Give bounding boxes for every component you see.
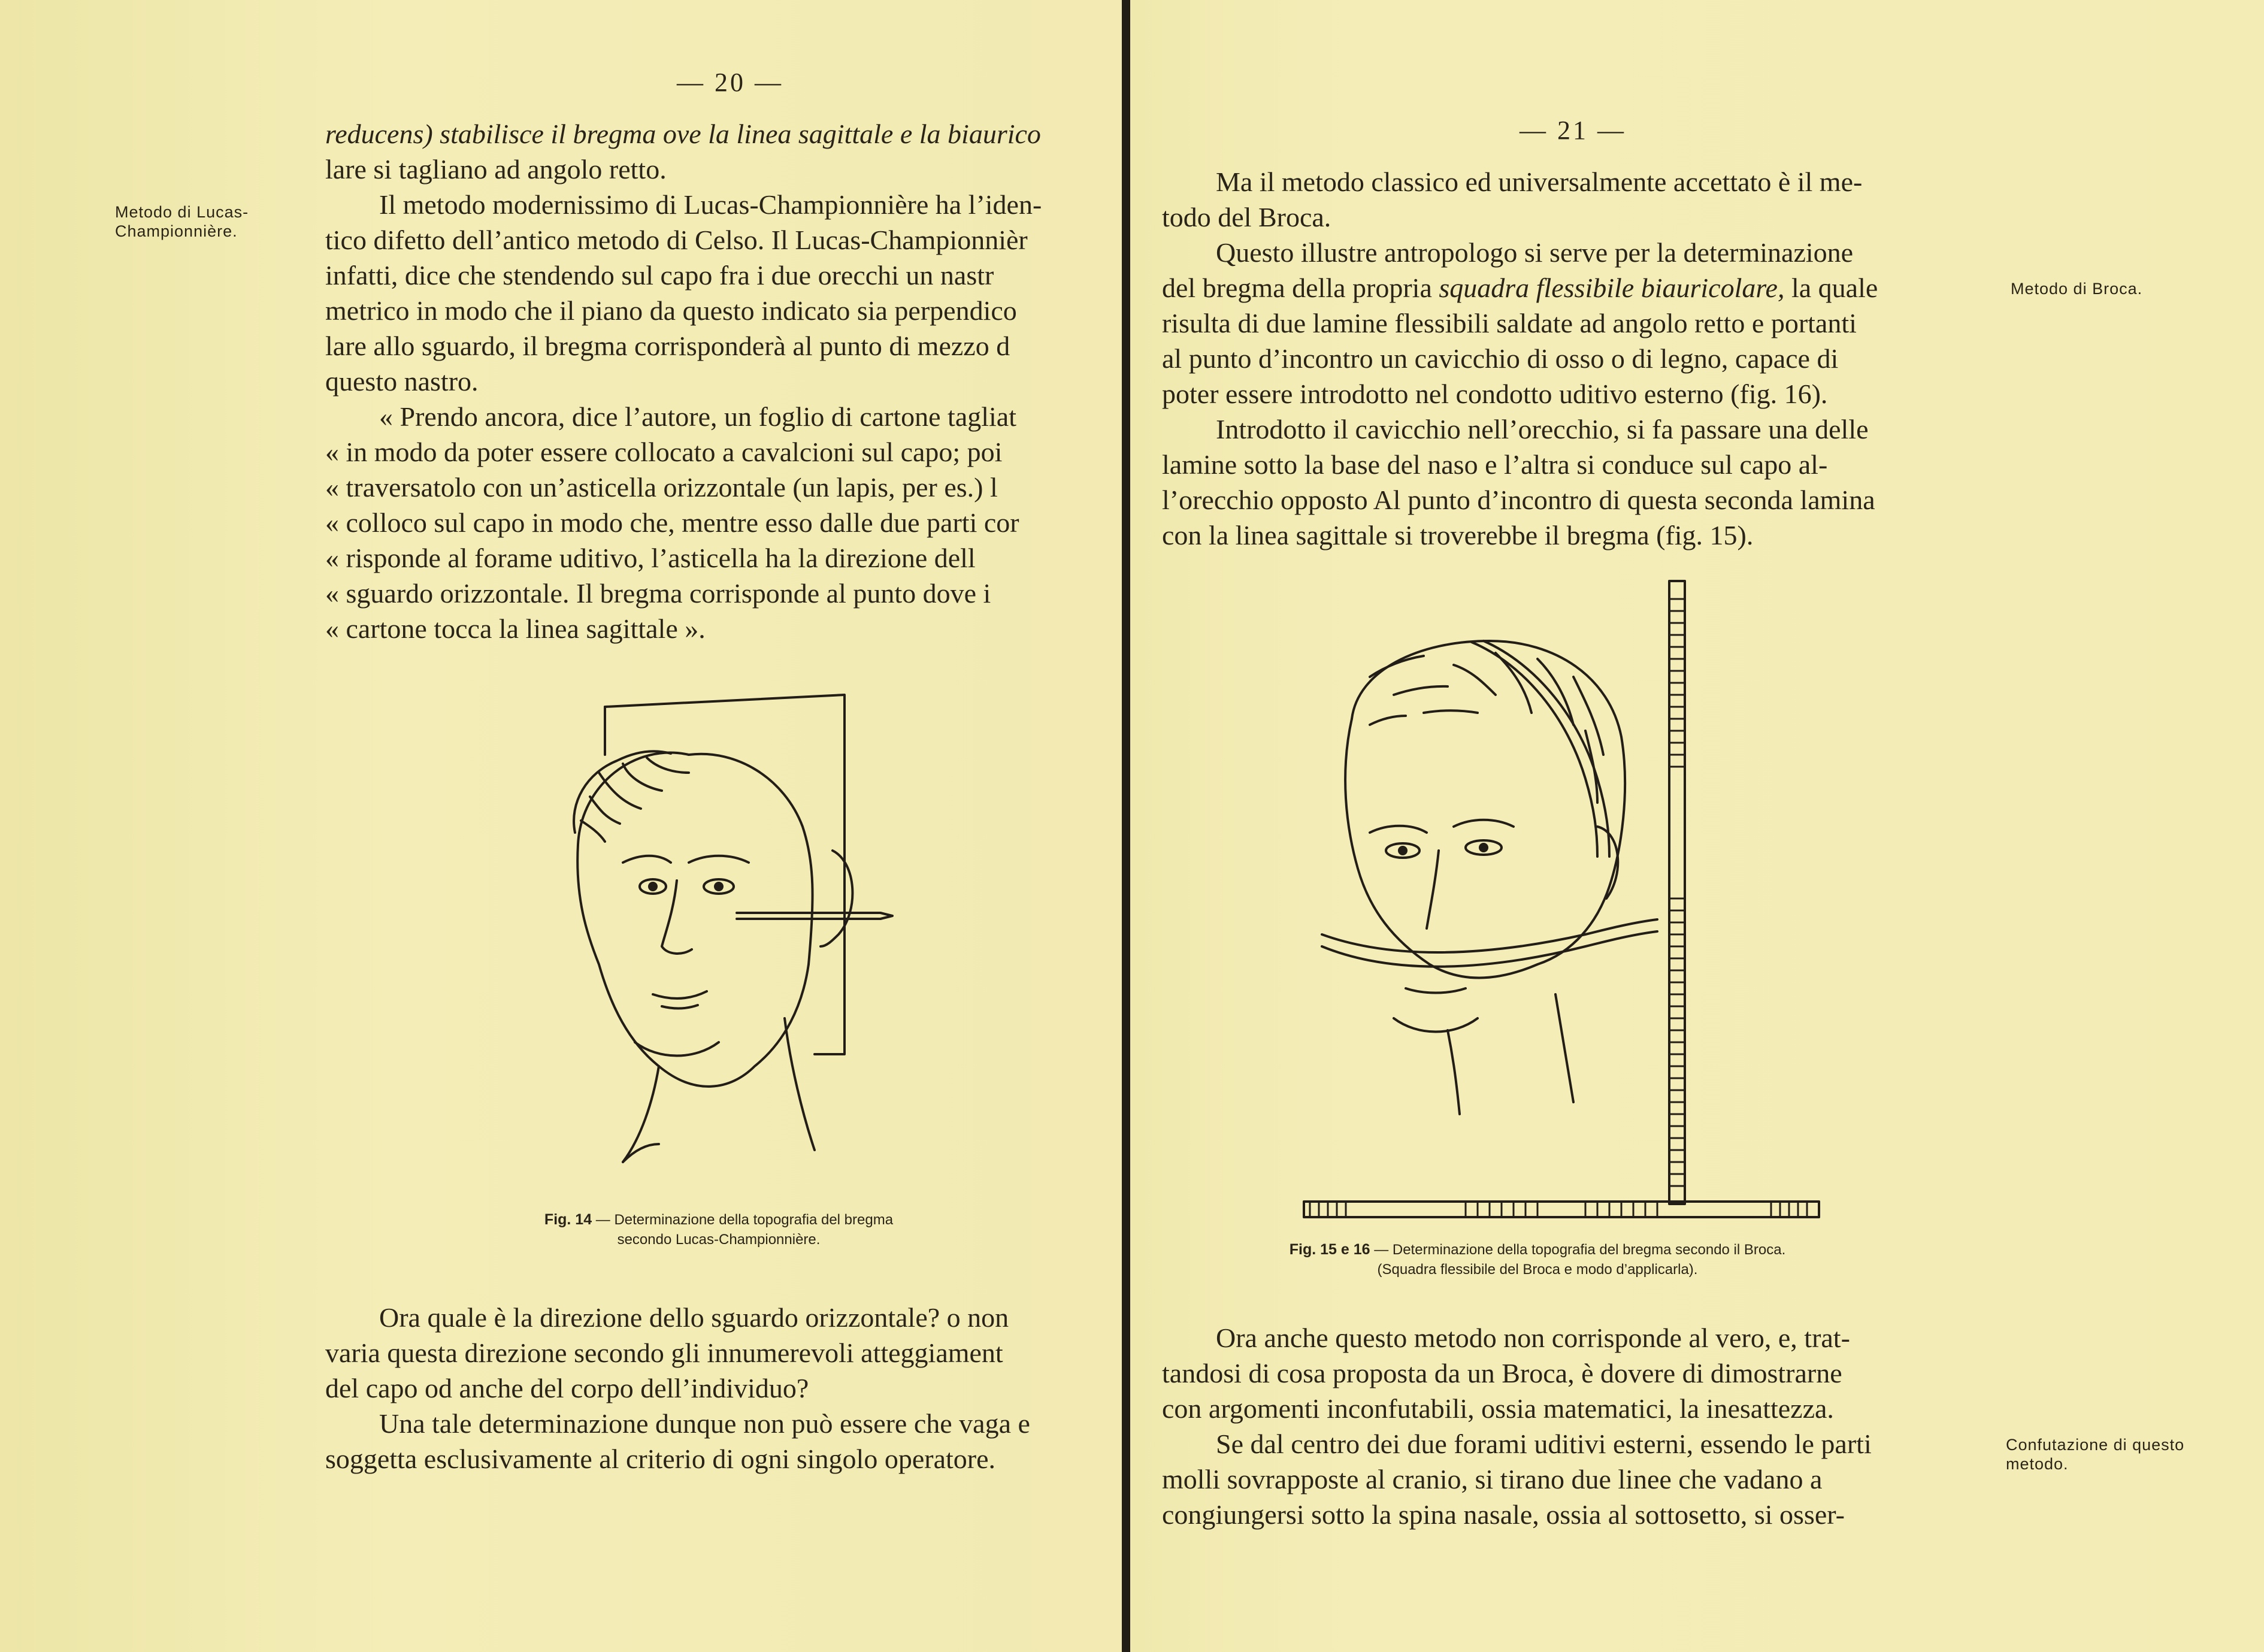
right-text-block-2 (1162, 1320, 1905, 1532)
margin-note-broca: Metodo di Broca. (2011, 280, 2143, 298)
text-line: Introdotto il cavicchio nell’orecchio, si fa passare una delle (1216, 414, 1869, 444)
text-line: con argomenti inconfutabili, ossia matematici, la inesattezza. (1162, 1393, 1834, 1424)
text-line: con la linea sagittale si troverebbe il bregma (fig. 15). (1162, 520, 1754, 550)
figure-14-caption-line1: — Determinazione della topografia del bregma (595, 1212, 894, 1228)
text-line: del capo od anche del corpo dell’individuo? (325, 1373, 809, 1403)
text-line: « sguardo orizzontale. Il bregma corrisponde al punto dove i (325, 578, 991, 609)
figure-15-16-caption (1238, 1240, 1837, 1279)
text-line: questo nastro. (325, 366, 479, 397)
text-line: « Prendo ancora, dice l’autore, un foglio di cartone tagliat (379, 401, 1016, 432)
margin-note-lucas: Metodo di Lucas-Championnière. (115, 203, 249, 240)
squadra-term: squadra flessibile biauricolare, (1439, 273, 1785, 303)
book-spine (1122, 0, 1130, 1652)
text-line: al punto d’incontro un cavicchio di osso o di legno, capace di (1162, 343, 1839, 374)
text-line: « colloco sul capo in modo che, mentre esso dalle due parti cor (325, 507, 1019, 538)
text-line: Una tale determinazione dunque non può essere che vaga e (379, 1408, 1030, 1439)
margin-note-confutazione: Confutazione di questo metodo. (2006, 1436, 2185, 1473)
text-line: Questo illustre antropologo si serve per la determinazione (1216, 237, 1854, 268)
text-line: Se dal centro dei due forami uditivi esterni, essendo le parti (1216, 1429, 1872, 1459)
right-page (1130, 0, 2264, 1652)
page-number-21: — 21 — (1520, 116, 1626, 145)
text-line: tico difetto dell’antico metodo di Celso. Il Lucas-Championnièr (325, 225, 1028, 255)
text-line: poter essere introdotto nel condotto uditivo esterno (fig. 16). (1162, 379, 1828, 409)
figure-14-caption-line2: secondo Lucas-Championnière. (617, 1232, 821, 1248)
text-line: lare allo sguardo, il bregma corrisponderà al punto di mezzo d (325, 331, 1010, 361)
text-line: l’orecchio opposto Al punto d’incontro di questa seconda lamina (1162, 485, 1875, 515)
text-line: soggetta esclusivamente al criterio di ogni singolo operatore. (325, 1444, 996, 1474)
text-line: « in modo da poter essere collocato a cavalcioni sul capo; poi (325, 437, 1003, 467)
figure-15-16-label: Fig. 15 e 16 (1289, 1241, 1370, 1258)
ruler-ticks (1670, 599, 1684, 1186)
text-line: molli sovrapposte al cranio, si tirano due linee che vadano a (1162, 1464, 1823, 1494)
text-line: Ma il metodo classico ed universalmente accettato è il me- (1216, 167, 1863, 197)
text-line: metrico in modo che il piano da questo indicato sia perpendico (325, 295, 1017, 326)
text-line: tandosi di cosa proposta da un Broca, è dovere di dimostrarne (1162, 1358, 1842, 1388)
figure-15-16-caption-line2: (Squadra flessibile del Broca e modo d’applicarla). (1377, 1261, 1698, 1278)
left-text-block-2 (325, 1300, 1122, 1476)
text-line: lamine sotto la base del naso e l’altra si conduce sul capo al- (1162, 449, 1828, 480)
text-line: todo del Broca. (1162, 202, 1331, 232)
text-line: Ora anche questo metodo non corrisponde al vero, e, trat- (1216, 1323, 1850, 1353)
text-line: lare si tagliano ad angolo retto. (325, 154, 667, 184)
left-page (0, 0, 1122, 1652)
figure-15-16-caption-line1: — Determinazione della topografia del bregma secondo il Broca. (1374, 1242, 1786, 1258)
figure-15-16-illustration (1298, 575, 1837, 1228)
page-number-20: — 20 — (677, 68, 783, 97)
text-line: reducens) stabilisce il bregma ove la linea sagittale e la biaurico (325, 119, 1041, 149)
figure-14-caption (467, 1210, 970, 1249)
text-line: congiungersi sotto la spina nasale, ossia al sottosetto, si osser- (1162, 1499, 1845, 1530)
text-line: del bregma della propria squadra flessibile biauricolare, la quale (1162, 273, 1878, 303)
text-line: « risponde al forame uditivo, l’asticella ha la direzione dell (325, 543, 976, 573)
text-line: « cartone tocca la linea sagittale ». (325, 613, 706, 644)
text-line: infatti, dice che stendendo sul capo fra i due orecchi un nastr (325, 260, 994, 291)
text-line: risulta di due lamine flessibili saldate ad angolo retto e portanti (1162, 308, 1857, 338)
left-text-block-1 (325, 116, 1122, 646)
right-text-block-1 (1162, 164, 1905, 553)
text-line: « traversatolo con un’asticella orizzontale (un lapis, per es.) l (325, 472, 998, 503)
text-line: varia questa direzione secondo gli innumerevoli atteggiament (325, 1338, 1003, 1368)
text-line: Il metodo modernissimo di Lucas-Championnière ha l’iden- (379, 189, 1042, 220)
figure-14-illustration (533, 683, 916, 1192)
text-line: Ora quale è la direzione dello sguardo orizzontale? o non (379, 1302, 1009, 1333)
figure-14-label: Fig. 14 (544, 1211, 592, 1228)
